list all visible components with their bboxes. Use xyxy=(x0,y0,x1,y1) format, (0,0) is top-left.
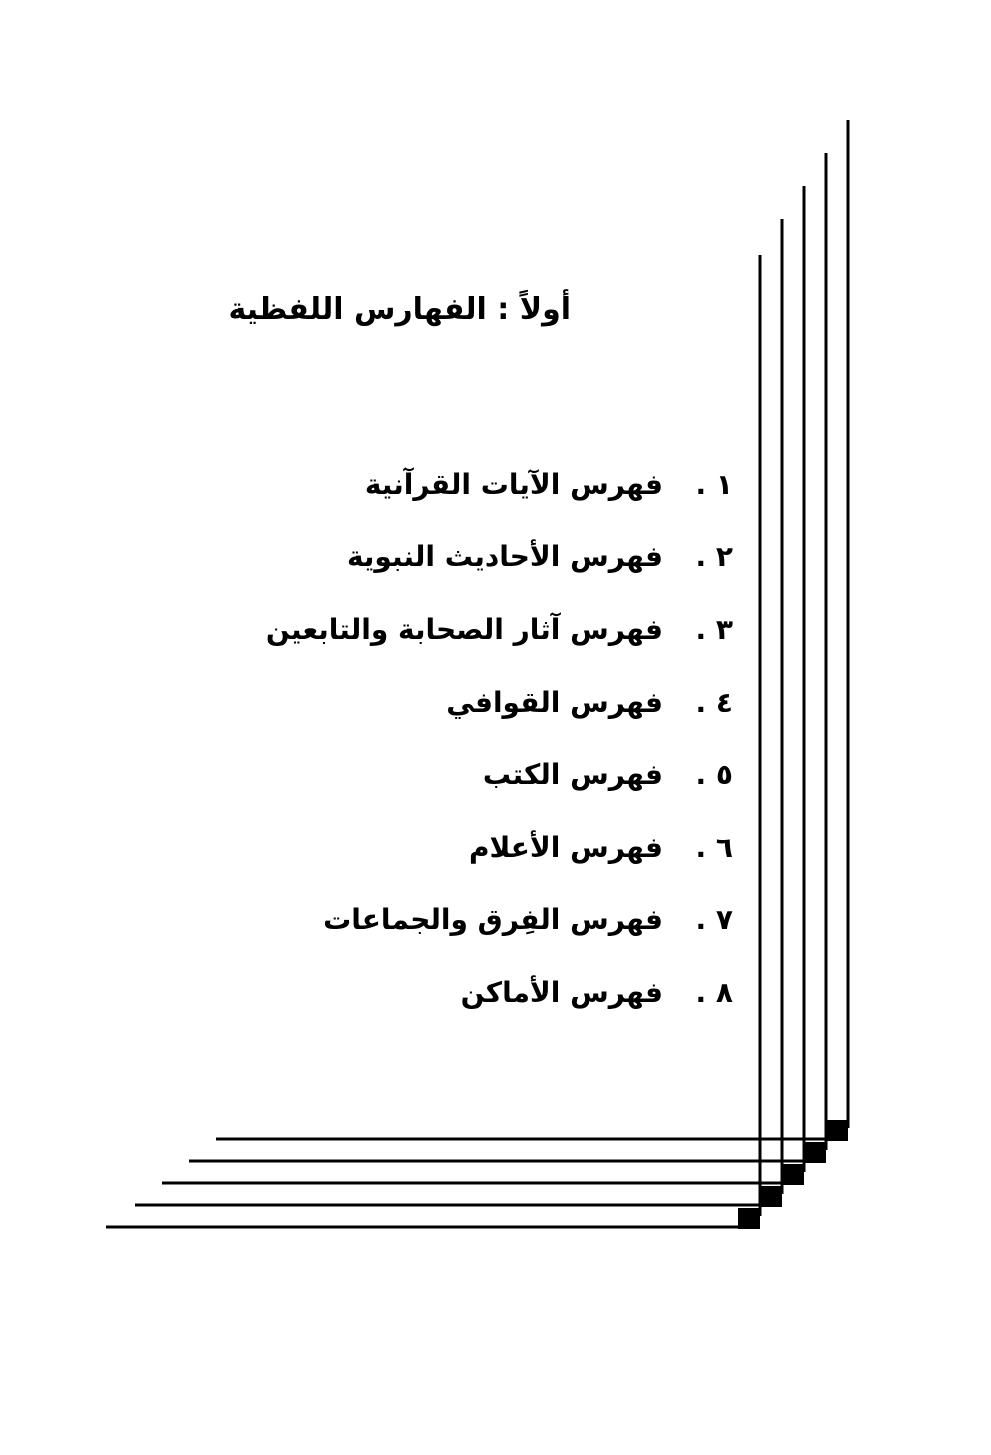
frame-corner-square-5 xyxy=(738,1208,760,1229)
item-number: ٨ . xyxy=(695,975,733,1009)
item-number: ٤ . xyxy=(695,685,733,719)
item-label: فهرس الأعلام xyxy=(469,830,663,864)
item-label: فهرس الفِرق والجماعات xyxy=(323,903,663,937)
item-number: ٥ . xyxy=(695,758,733,792)
item-number: ٧ . xyxy=(695,903,733,937)
list-item xyxy=(266,956,733,1029)
index-list xyxy=(266,448,733,1029)
item-label: فهرس القوافي xyxy=(446,685,663,719)
item-label: فهرس الآيات القرآنية xyxy=(364,467,663,501)
item-label: فهرس آثار الصحابة والتابعين xyxy=(265,612,663,646)
frame-corner-square-2 xyxy=(804,1142,826,1163)
item-number: ٢ . xyxy=(695,540,733,574)
item-label: فهرس الأماكن xyxy=(460,975,663,1009)
list-item xyxy=(266,521,733,594)
frame-corner-square-4 xyxy=(760,1186,782,1207)
list-item xyxy=(266,884,733,957)
list-item xyxy=(266,448,733,521)
item-label: فهرس الكتب xyxy=(482,758,663,792)
frame-corner-square-1 xyxy=(826,1120,848,1141)
item-number: ١ . xyxy=(695,467,733,501)
list-item xyxy=(266,738,733,811)
item-number: ٣ . xyxy=(695,612,733,646)
list-item xyxy=(266,593,733,666)
item-number: ٦ . xyxy=(695,830,733,864)
list-item xyxy=(266,811,733,884)
frame-corner-square-3 xyxy=(782,1164,804,1185)
item-label: فهرس الأحاديث النبوية xyxy=(346,540,663,574)
list-item xyxy=(266,666,733,739)
section-title: أولاً : الفهارس اللفظية xyxy=(228,292,571,327)
